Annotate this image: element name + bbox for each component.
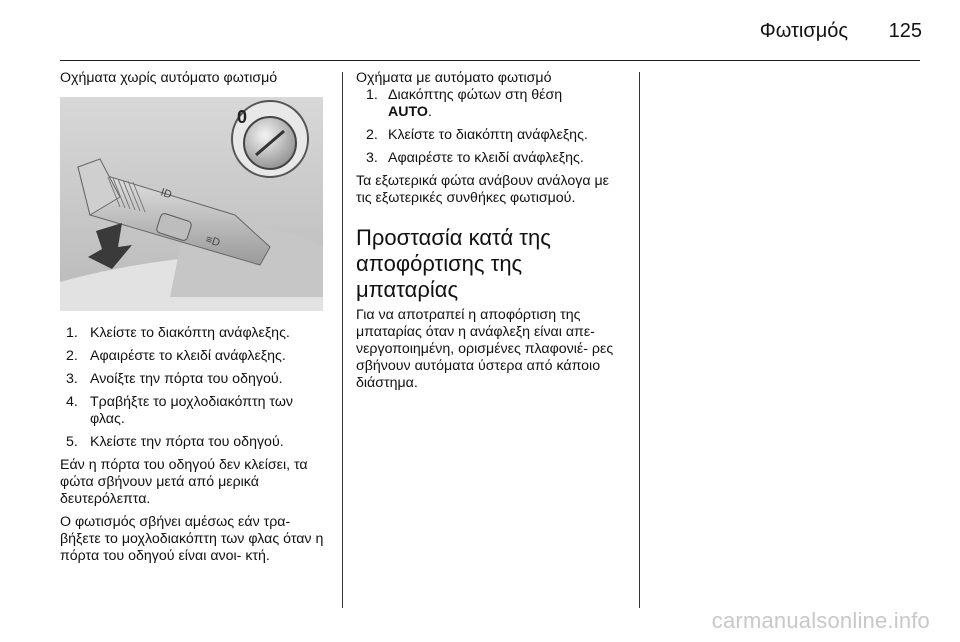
left-steps-list (60, 325, 330, 451)
paragraph: Ο φωτισμός σβήνει αμέσως εάν τρα- βήξετε το μοχλοδιακόπτη των φλας όταν η πόρτα του οδηγού είναι ανοι- κτή. (60, 514, 324, 564)
paragraph: Για να αποτραπεί η αποφόρτιση της μπαταρίας όταν η ανάφλεξη είναι απε- νεργοποιημένη, ορισμένες πλαφονιέ- ρες σβήνουν αυτόματα ύστερα από κάποιο διάστημα. (356, 307, 614, 391)
svg-text:≡D: ≡D (204, 233, 222, 250)
left-column (60, 70, 330, 571)
paragraph: Τα εξωτερικά φώτα ανάβουν ανάλογα με τις εξωτερικές συνθήκες φωτισμού. (356, 173, 609, 206)
auto-label: AUTO (388, 104, 428, 120)
page-title: Φωτισμός (759, 20, 848, 42)
figure-label: 0 (237, 107, 248, 127)
section-heading: Προστασία κατά της αποφόρτισης της μπαταρίας (356, 225, 551, 302)
list-item: 2. Αφαιρέστε το κλειδί ανάφλεξης. (66, 348, 286, 364)
header-rule (60, 60, 920, 61)
list-item: 1. Διακόπτης φώτων στη θέση AUTO. (366, 87, 563, 120)
list-item: 2. Κλείστε το διακόπτη ανάφλεξης. (366, 127, 588, 143)
paragraph: Εάν η πόρτα του οδηγού δεν κλείσει, τα φώτα σβήνουν μετά από μερικά δευτερόλεπτα. (60, 457, 308, 507)
svg-text:ID: ID (159, 186, 174, 202)
watermark: carmanualsonline.info (711, 608, 930, 633)
list-item: 3. Αφαιρέστε το κλειδί ανάφλεξης. (366, 150, 584, 166)
middle-column (356, 70, 628, 398)
list-item: 5. Κλείστε την πόρτα του οδηγού. (66, 434, 284, 450)
column-divider (342, 72, 343, 608)
list-item: 1. Κλείστε το διακόπτη ανάφλεξης. (66, 325, 290, 341)
page-number: 125 (888, 20, 922, 42)
column-divider (639, 72, 640, 608)
left-subheading: Οχήματα χωρίς αυτόματο φωτισμό (60, 70, 278, 86)
middle-steps-list (366, 87, 628, 167)
light-switch-illustration (60, 97, 323, 311)
list-item: 4. Τραβήξτε το μοχλοδιακόπτη των φλας. (66, 394, 294, 427)
list-item: 3. Ανοίξτε την πόρτα του οδηγού. (66, 371, 283, 387)
middle-subheading: Οχήματα με αυτόματο φωτισμό (356, 70, 552, 86)
